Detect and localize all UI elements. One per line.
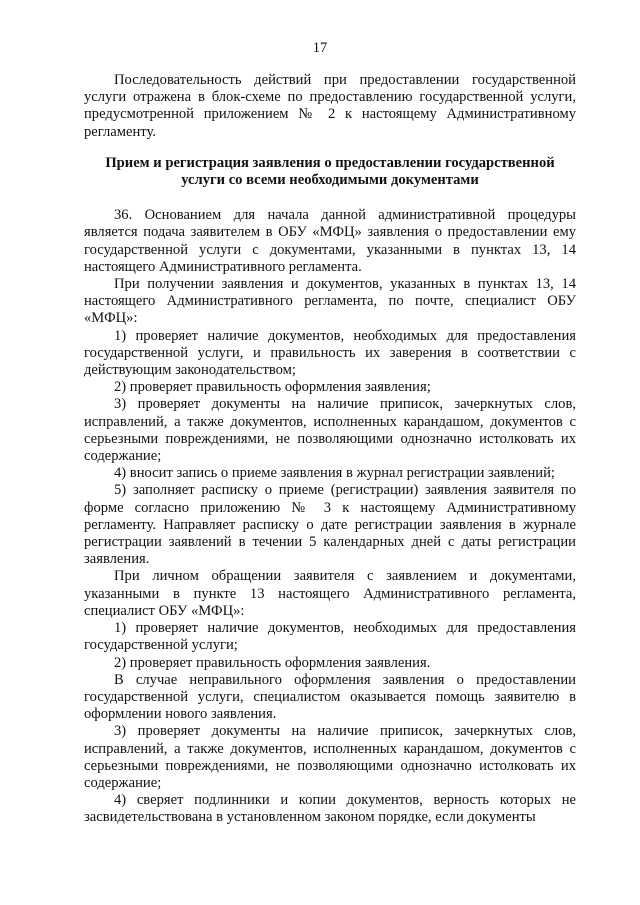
page-body bbox=[84, 72, 576, 827]
list-item-personal-3: 3) проверяет документы на наличие приписок, зачеркнутых слов, исправлений, а также документов, исполненных карандашом, документов с серьезными повреждениями, не позволяющими однозначно истолковать их содержание; bbox=[84, 723, 576, 791]
list-item-personal-2: 2) проверяет правильность оформления заявления. bbox=[114, 654, 431, 671]
paragraph-36: 36. Основанием для начала данной административной процедуры является подача заявителем в ОБУ «МФЦ» заявления о предоставлении ему государственной услуги с документами, указанными в пунктах 13, 14 настоящего Административного регламента. bbox=[84, 207, 576, 275]
paragraph-mail-receipt: При получении заявления и документов, указанных в пунктах 13, 14 настоящего Административного регламента, по почте, специалист ОБУ «МФЦ»: bbox=[84, 276, 576, 327]
list-item-mail-5: 5) заполняет расписку о приеме (регистрации) заявления заявителя по форме согласно приложению № 3 к настоящему Административному регламенту. Направляет расписку о дате регистрации заявления в журнале регистрации заявлений в течении 5 календарных дней с даты регистрации заявления. bbox=[84, 482, 576, 568]
intro-paragraph: Последовательность действий при предоставлении государственной услуги отражена в блок-схеме по предоставлению государственной услуги, предусмотренной приложением № 2 к настоящему Административному регламенту. bbox=[84, 72, 576, 140]
section-heading: Прием и регистрация заявления о предоставлении государственной услуги со всеми необходимыми документами bbox=[105, 154, 555, 189]
list-item-mail-4: 4) вносит запись о приеме заявления в журнал регистрации заявлений; bbox=[114, 465, 555, 482]
list-item-personal-1: 1) проверяет наличие документов, необходимых для предоставления государственной услуги; bbox=[84, 620, 576, 654]
list-item-mail-2: 2) проверяет правильность оформления заявления; bbox=[114, 379, 431, 396]
list-item-personal-4: 4) сверяет подлинники и копии документов, верность которых не засвидетельствована в установленном законом порядке, если документы bbox=[84, 792, 576, 826]
paragraph-personal-receipt: При личном обращении заявителя с заявлением и документами, указанными в пункте 13 настоящего Административного регламента, специалист ОБУ «МФЦ»: bbox=[84, 568, 576, 619]
paragraph-incorrect-form: В случае неправильного оформления заявления о предоставлении государственной услуги, специалистом оказывается помощь заявителю в оформлении нового заявления. bbox=[84, 671, 576, 723]
list-item-mail-3: 3) проверяет документы на наличие приписок, зачеркнутых слов, исправлений, а также документов, исполненных карандашом, документов с серьезными повреждениями, не позволяющими однозначно истолковать их содержание; bbox=[84, 396, 576, 465]
page-number: 17 bbox=[312, 40, 328, 56]
list-item-mail-1: 1) проверяет наличие документов, необходимых для предоставления государственной услуги, и правильность их заверения в соответствии с действующим законодательством; bbox=[84, 327, 576, 379]
